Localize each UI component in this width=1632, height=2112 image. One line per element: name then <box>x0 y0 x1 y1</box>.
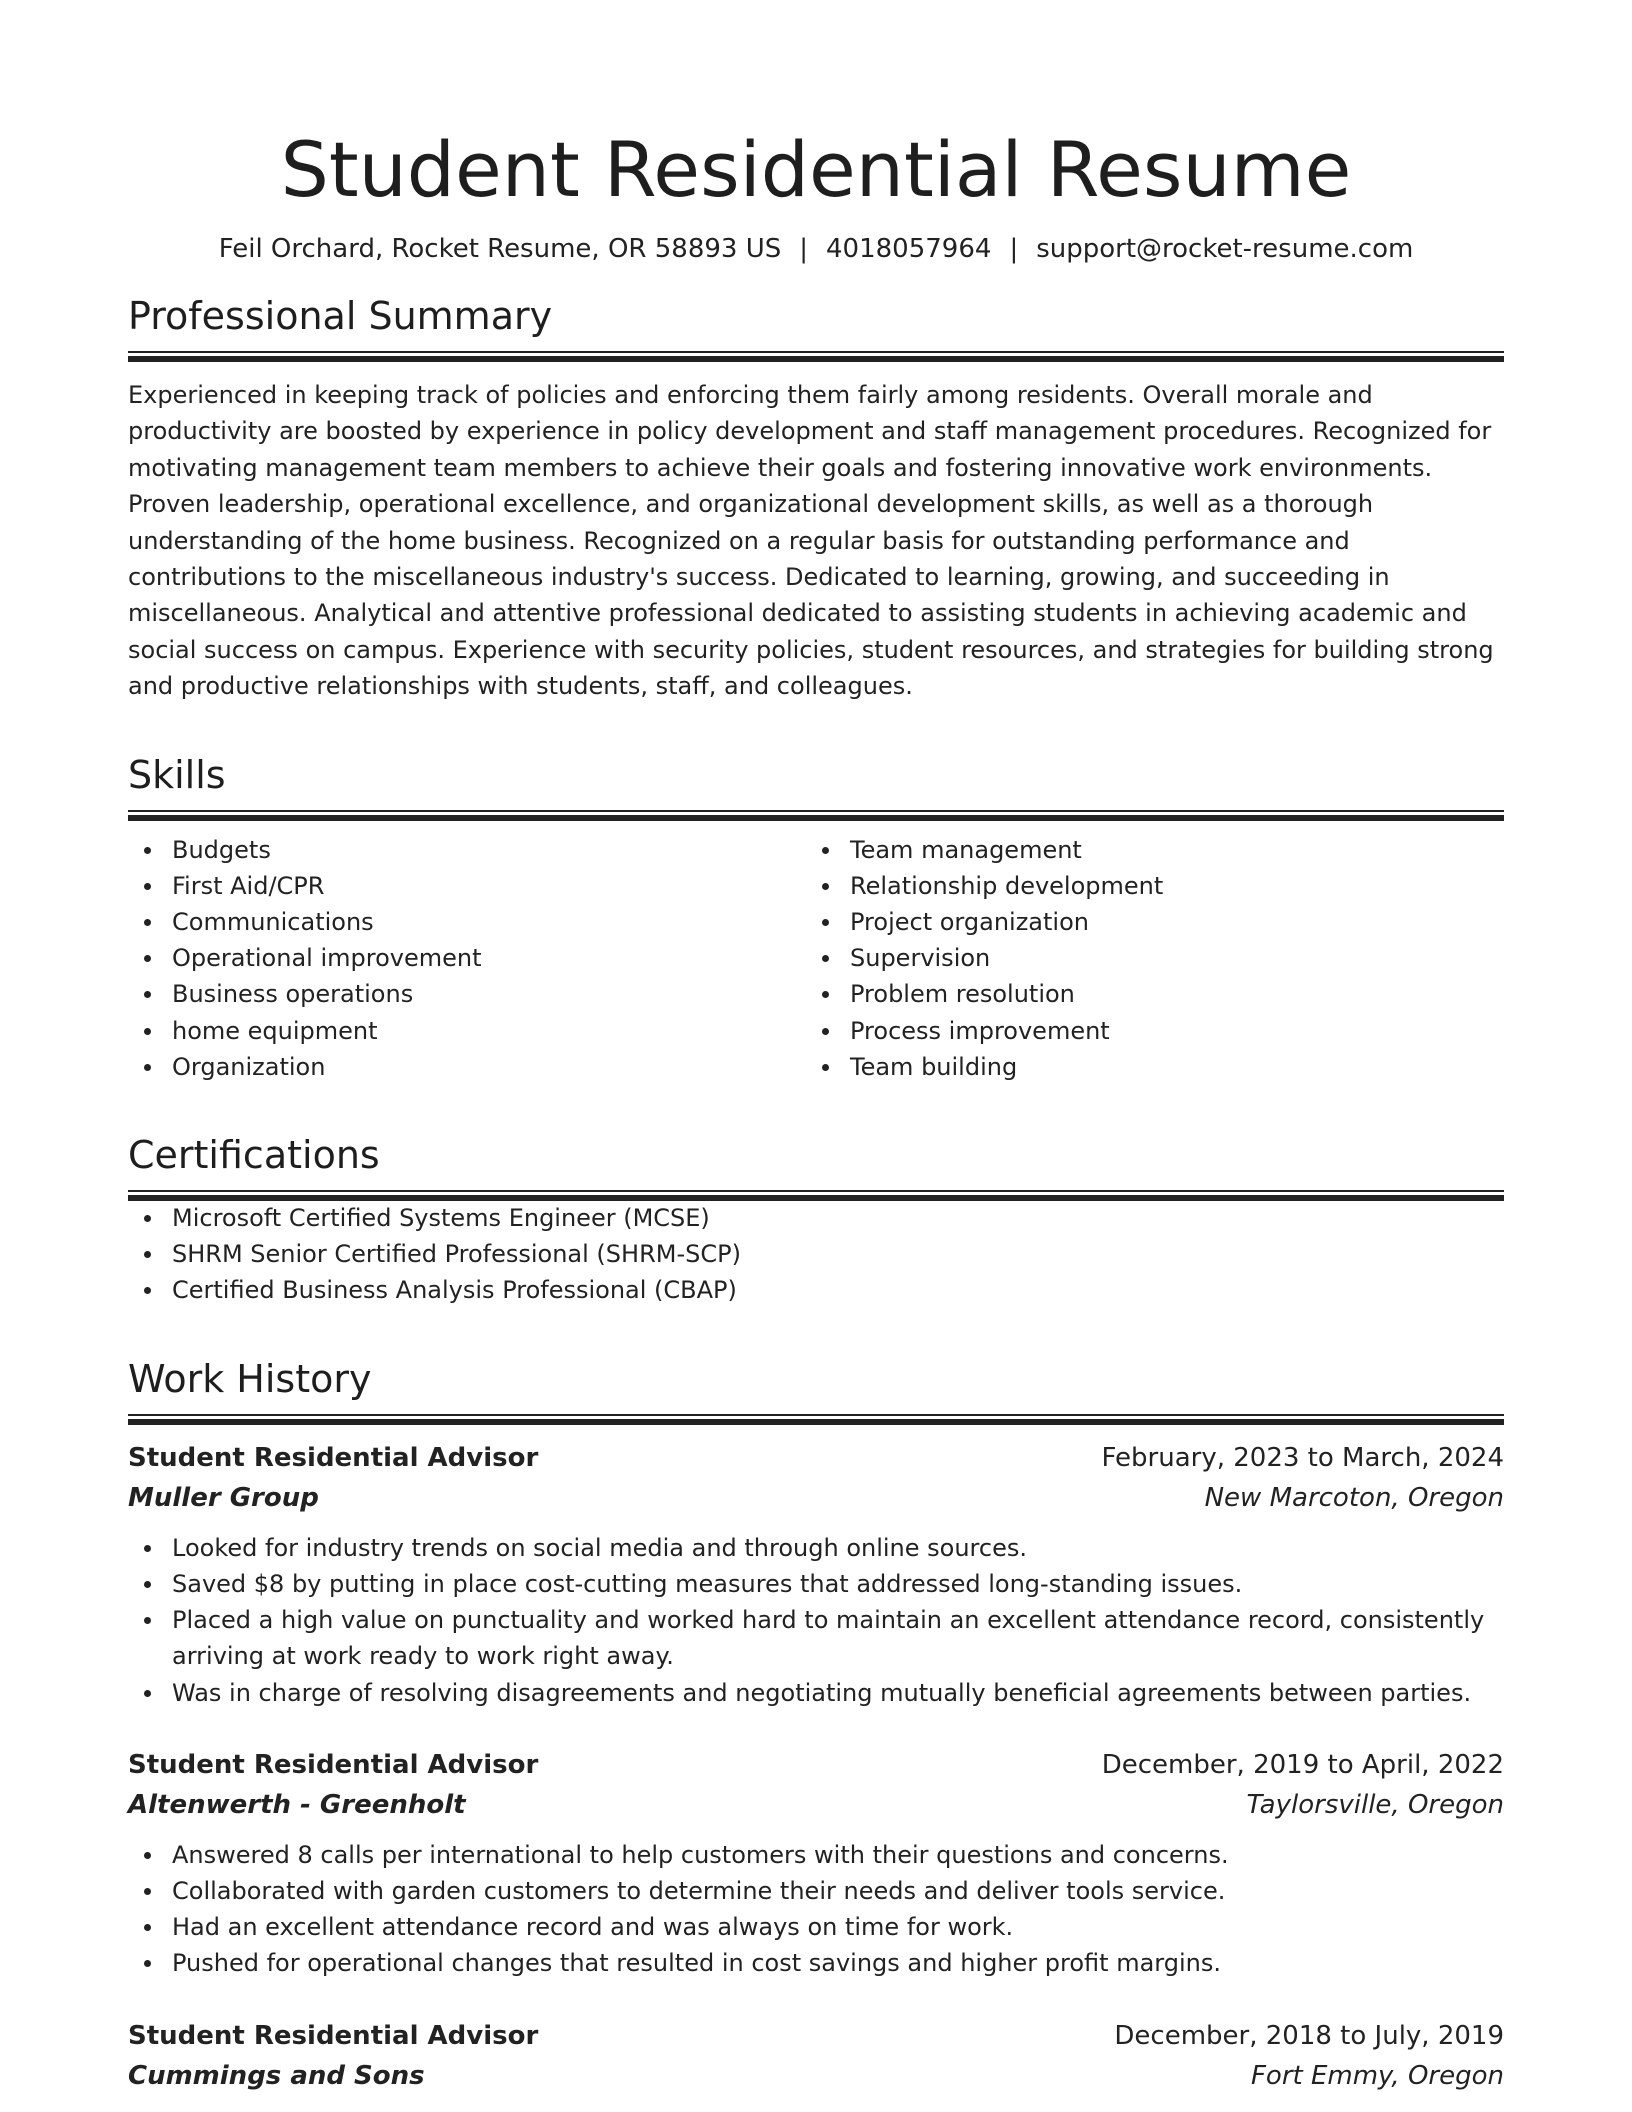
skill-item: Process improvement <box>806 1013 1484 1049</box>
certification-item: Certified Business Analysis Professional (CBAP) <box>128 1272 1504 1308</box>
certifications-list <box>128 1200 1504 1309</box>
certification-item: SHRM Senior Certified Professional (SHRM-SCP) <box>128 1236 1504 1272</box>
contact-address: Feil Orchard, Rocket Resume, OR 58893 US <box>218 234 782 264</box>
job-location: Taylorsville, Oregon <box>1246 1789 1504 1820</box>
job-duty-item: Placed a high value on punctuality and worked hard to maintain an excellent attendance record, consistently arriving at work ready to work right away. <box>128 1602 1504 1674</box>
contact-phone: 4018057964 <box>826 234 992 264</box>
job-company-row <box>128 1478 1504 1518</box>
resume-title: Student Residential Resume <box>280 125 1352 214</box>
certification-item: Microsoft Certified Systems Engineer (MCSE) <box>128 1200 1504 1236</box>
job-duty-item: Was in charge of resolving disagreements and negotiating mutually beneficial agreements between parties. <box>128 1675 1504 1711</box>
job-entry <box>128 2016 1504 2096</box>
summary-text: Experienced in keeping track of policies and enforcing them fairly among residents. Overall morale and productivity are boosted by experience in policy development and staff management procedures. Recognized for motivating management team members to achieve their goals and fostering innovative work environments. Proven leadership, operational excellence, and organizational development skills, as well as a thorough understanding of the home business. Recognized on a regular basis for outstanding performance and contributions to the miscellaneous industry's success. Dedicated to learning, growing, and succeeding in miscellaneous. Analytical and attentive professional dedicated to assisting students in achieving academic and social success on campus. Experience with security policies, student resources, and strategies for building strong and productive relationships with students, staff, and colleagues. <box>128 381 1494 701</box>
job-duty-item: Had an excellent attendance record and was always on time for work. <box>128 1909 1504 1945</box>
skills-column-right <box>806 832 1484 1085</box>
section-heading-work-history: Work History <box>128 1356 372 1401</box>
job-header-row <box>128 2016 1504 2056</box>
job-company: Muller Group <box>128 1482 319 1513</box>
job-entry <box>128 1438 1504 1711</box>
skill-item: Supervision <box>806 940 1484 976</box>
job-title: Student Residential Advisor <box>128 1442 539 1473</box>
skills-list <box>128 832 1504 1085</box>
job-company: Altenwerth - Greenholt <box>128 1789 466 1820</box>
job-duties-list <box>128 1837 1504 1982</box>
resume-page <box>128 0 1504 2096</box>
job-location: New Marcoton, Oregon <box>1204 1482 1504 1513</box>
skill-item: Team building <box>806 1049 1484 1085</box>
section-divider <box>128 1190 1504 1200</box>
skill-item: Budgets <box>128 832 806 868</box>
skill-item: Organization <box>128 1049 806 1085</box>
job-duty-item: Looked for industry trends on social media and through online sources. <box>128 1530 1504 1566</box>
section-heading-certifications: Certifications <box>128 1133 380 1178</box>
skill-item: home equipment <box>128 1013 806 1049</box>
job-dates: February, 2023 to March, 2024 <box>1101 1442 1504 1473</box>
contact-separator: | <box>1009 234 1019 264</box>
job-duty-item: Answered 8 calls per international to help customers with their questions and concerns. <box>128 1837 1504 1873</box>
job-company: Cummings and Sons <box>128 2060 425 2091</box>
section-divider <box>128 1414 1504 1424</box>
job-header-row <box>128 1745 1504 1785</box>
contact-line <box>128 232 1504 266</box>
skill-item: Relationship development <box>806 868 1484 904</box>
section-divider <box>128 810 1504 820</box>
job-entry <box>128 1745 1504 1982</box>
job-duty-item: Collaborated with garden customers to determine their needs and deliver tools service. <box>128 1873 1504 1909</box>
job-location: Fort Emmy, Oregon <box>1250 2060 1504 2091</box>
job-title: Student Residential Advisor <box>128 2020 539 2051</box>
job-header-row <box>128 1438 1504 1478</box>
job-duties-list <box>128 1530 1504 1711</box>
skill-item: Team management <box>806 832 1484 868</box>
job-company-row <box>128 1785 1504 1825</box>
skill-item: Project organization <box>806 904 1484 940</box>
section-divider <box>128 351 1504 361</box>
skill-item: Business operations <box>128 976 806 1012</box>
job-duty-item: Saved $8 by putting in place cost-cutting measures that addressed long-standing issues. <box>128 1566 1504 1602</box>
job-dates: December, 2019 to April, 2022 <box>1101 1749 1504 1780</box>
skill-item: First Aid/CPR <box>128 868 806 904</box>
section-heading-skills: Skills <box>128 752 226 797</box>
skills-column-left <box>128 832 806 1085</box>
skill-item: Problem resolution <box>806 976 1484 1012</box>
contact-separator: | <box>799 234 809 264</box>
job-duty-item: Pushed for operational changes that resulted in cost savings and higher profit margins. <box>128 1945 1504 1981</box>
skill-item: Operational improvement <box>128 940 806 976</box>
job-company-row <box>128 2056 1504 2096</box>
job-dates: December, 2018 to July, 2019 <box>1114 2020 1504 2051</box>
job-title: Student Residential Advisor <box>128 1749 539 1780</box>
contact-email: support@rocket-resume.com <box>1036 234 1414 264</box>
section-heading-summary: Professional Summary <box>128 294 553 338</box>
skill-item: Communications <box>128 904 806 940</box>
